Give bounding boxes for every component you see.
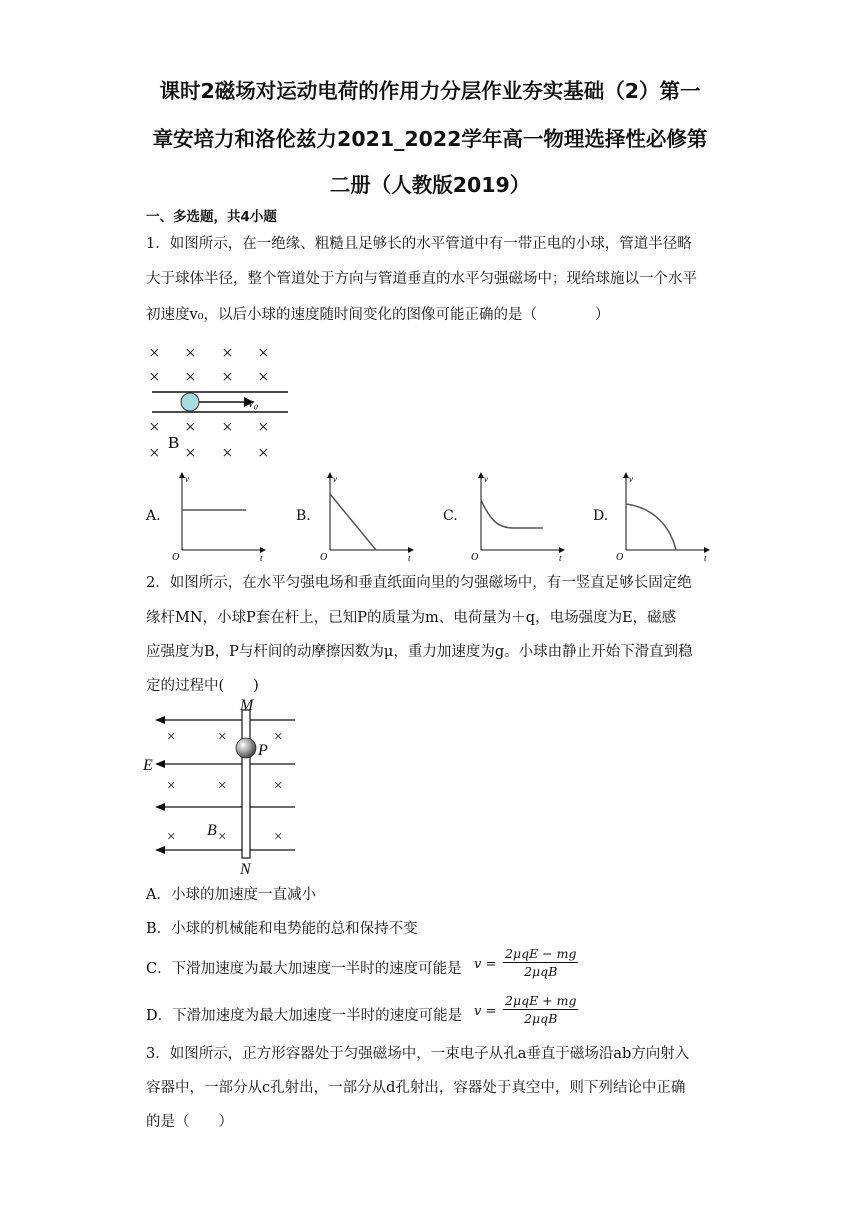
label-m: M (240, 697, 254, 714)
field-cross: × (185, 443, 196, 464)
document-title-line-1: 课时2磁场对运动电荷的作用力分层作业夯实基础（2）第一 (159, 79, 701, 103)
q2-option-d-fraction (503, 993, 578, 1026)
field-cross: × (258, 343, 269, 364)
q1-option-d-label: D. (593, 508, 609, 524)
q3-text-line-3: 的是（ ） (146, 1114, 233, 1130)
svg-text:v: v (185, 474, 189, 484)
q1-option-b-graph (318, 470, 418, 562)
label-p: P (258, 742, 268, 759)
q2-option-c-numerator: 2μqE − mg (505, 946, 577, 961)
q2-text-line-4: 定的过程中( ) (146, 678, 259, 694)
field-cross: × (149, 367, 160, 388)
insulating-rod (242, 710, 250, 858)
q2-option-c: C．下滑加速度为最大加速度一半时的速度可能是 (146, 961, 462, 977)
svg-text:t: t (559, 553, 562, 563)
q3-text-line-2: 容器中，一部分从c孔射出，一部分从d孔射出，容器处于真空中，则下列结论中正确 (146, 1080, 686, 1096)
svg-text:v: v (484, 474, 488, 484)
q1-option-c-label: C. (443, 508, 458, 524)
q1-option-b-label: B. (296, 508, 311, 524)
field-cross: × (167, 829, 176, 845)
label-n: N (240, 861, 251, 878)
q2-option-c-denominator: 2μqB (524, 964, 558, 979)
q2-text-line-1: 2．如图所示，在水平匀强电场和垂直纸面向里的匀强磁场中，有一竖直足够长固定绝 (146, 575, 692, 591)
document-title-line-2: 章安培力和洛伦兹力2021_2022学年高一物理选择性必修第 (152, 127, 708, 151)
field-cross: × (218, 729, 227, 745)
svg-text:t: t (704, 553, 707, 563)
field-cross: × (167, 778, 176, 794)
field-cross: × (149, 443, 160, 464)
q1-option-a-label: A. (146, 508, 161, 524)
q2-option-d-lhs: v = (474, 1004, 497, 1019)
q1-text-line-3: 初速度v₀，以后小球的速度随时间变化的图像可能正确的是（ ） (146, 307, 610, 323)
q1-option-c-graph (469, 470, 569, 562)
field-cross: × (218, 829, 227, 845)
ball-p (236, 738, 256, 758)
field-cross: × (149, 343, 160, 364)
field-cross: × (274, 829, 283, 845)
e-field-arrowhead (155, 760, 165, 768)
q2-option-d-numerator: 2μqE + mg (505, 993, 577, 1008)
field-cross: × (222, 343, 233, 364)
q2-option-d: D．下滑加速度为最大加速度一半时的速度可能是 (146, 1008, 463, 1024)
q2-option-b: B．小球的机械能和电势能的总和保持不变 (146, 921, 418, 937)
q3-text-line-1: 3．如图所示，正方形容器处于匀强磁场中，一束电子从孔a垂直于磁场沿ab方向射入 (146, 1046, 690, 1062)
svg-text:O: O (471, 552, 479, 563)
field-cross: × (258, 417, 269, 438)
field-cross: × (222, 443, 233, 464)
q1-option-d-graph (614, 470, 714, 562)
field-cross: × (185, 417, 196, 438)
e-field-arrowhead (155, 803, 165, 811)
field-cross: × (274, 729, 283, 745)
field-cross: × (185, 367, 196, 388)
svg-text:t: t (260, 553, 263, 563)
charged-ball (181, 393, 199, 411)
e-field-arrowhead (155, 716, 165, 724)
svg-text:O: O (172, 552, 180, 563)
q1-text-line-1: 1．如图所示，在一绝缘、粗糙且足够长的水平管道中有一带正电的小球，管道半径略 (146, 236, 692, 252)
q1-option-a-graph (170, 470, 270, 562)
field-cross: × (222, 417, 233, 438)
q1-pipe-figure (140, 340, 300, 465)
curve-linear-decrease (330, 494, 376, 550)
q2-rod-figure (140, 698, 310, 876)
svg-text:v: v (333, 474, 337, 484)
svg-text:O: O (320, 552, 328, 563)
label-e: E (143, 757, 153, 774)
field-cross: × (274, 778, 283, 794)
svg-text:t: t (408, 553, 411, 563)
field-cross: × (258, 443, 269, 464)
q2-option-c-lhs: v = (474, 957, 497, 972)
velocity-label: v₀ (248, 395, 259, 410)
section-heading: 一、多选题，共4小题 (146, 209, 277, 225)
e-field-arrowhead (155, 846, 165, 854)
field-cross: × (185, 343, 196, 364)
document-title-line-3: 二册（人教版2019） (329, 173, 531, 197)
svg-text:v: v (629, 474, 633, 484)
field-cross: × (258, 367, 269, 388)
q2-option-c-fraction (503, 946, 578, 979)
q2-option-a: A．小球的加速度一直减小 (146, 887, 316, 903)
svg-text:O: O (616, 552, 624, 563)
curve-decay-to-constant (481, 500, 543, 528)
q2-text-line-3: 应强度为B，P与杆间的动摩擦因数为μ，重力加速度为g。小球由静止开始下滑直到稳 (146, 644, 693, 660)
field-cross: × (167, 729, 176, 745)
field-cross: × (218, 778, 227, 794)
q1-text-line-2: 大于球体半径，整个管道处于方向与管道垂直的水平匀强磁场中；现给球施以一个水平 (146, 271, 697, 287)
field-label-b: B (168, 433, 180, 452)
curve-accelerating-decrease (626, 504, 676, 550)
label-b: B (207, 822, 217, 839)
q2-text-line-2: 缘杆MN，小球P套在杆上，已知P的质量为m、电荷量为＋q，电场强度为E，磁感 (146, 610, 677, 626)
q2-option-d-denominator: 2μqB (524, 1011, 558, 1026)
field-cross: × (149, 417, 160, 438)
field-cross: × (222, 367, 233, 388)
